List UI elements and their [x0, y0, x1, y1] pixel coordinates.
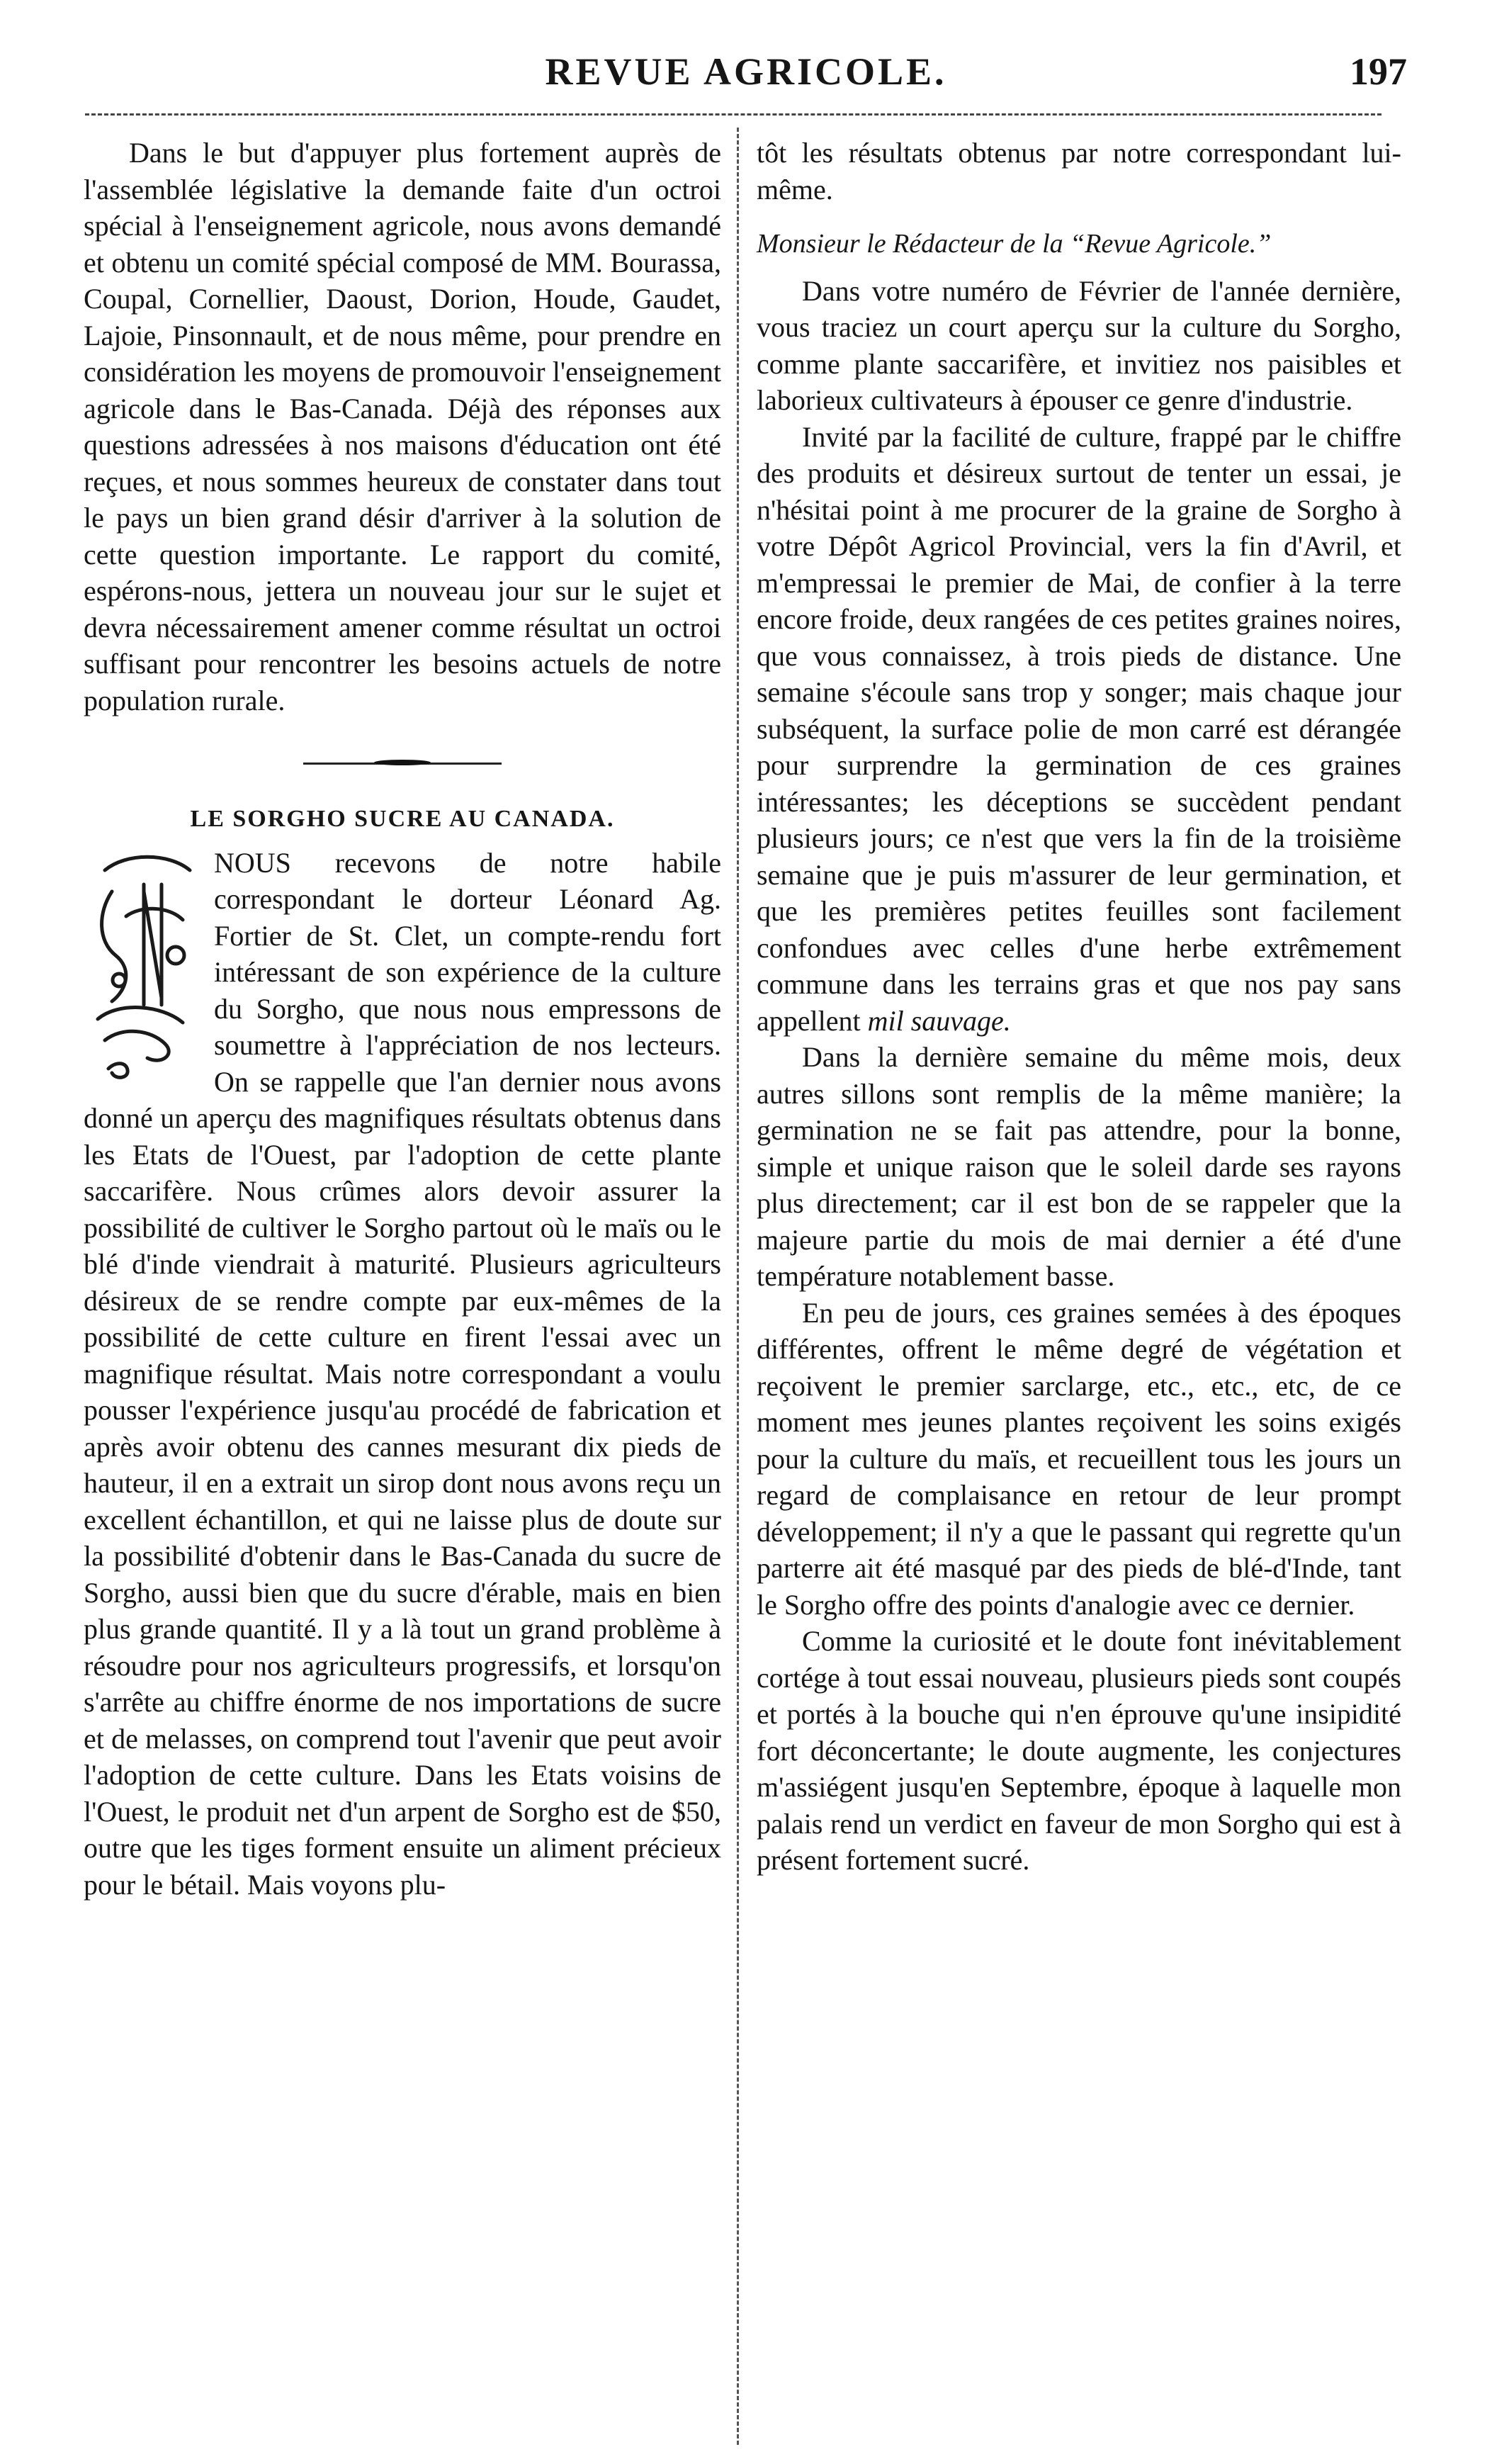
article-body — [84, 845, 721, 1903]
column-divider — [737, 128, 739, 2445]
intro-paragraph: Dans le but d'appuyer plus fortement auprès de l'assemblée législative la demande faite d'un octroi spécial à l'enseignement agricole, nous avons demandé et obtenu un comité spécial composé de MM. Bourassa, Coupal, Cornellier, Daoust, Dorion, Houde, Gaudet, Lajoie, Pinsonnault, et de nous même, pour prendre en considération les moyens de promouvoir l'enseignement agricole dans le Bas-Canada. Déjà des réponses aux questions adressées à nos maisons d'éducation ont été reçues, et nous sommes heureux de constater dans tout le pays un bien grand désir d'arriver à la solution de cette question importante. Le rapport du comité, espérons-nous, jettera un nouveau jour sur le sujet et devra nécessairement amener comme résultat un octroi suffisant pour rencontrer les besoins actuels de notre population rurale. — [84, 137, 721, 716]
header-rule — [85, 113, 1381, 116]
letter-paragraph-3: Dans la dernière semaine du même mois, deux autres sillons sont remplis de la même manière; la germination ne se fait pas attendre, pour la bonne, simple et unique raison que le soleil darde ses rayons plus directement; car il est bon de se rappeler que la majeure partie du mois de mai dernier a été d'une température notablement basse. — [757, 1041, 1401, 1292]
article-paragraph: NOUS recevons de notre habile correspondant le dorteur Léonard Ag. Fortier de St. Clet, un compte-rendu fort intéressant de son expérience de la culture du Sorgho, que nous nous empressons de soumettre à l'appréciation de nos lecteurs. On se rappelle que l'an dernier nous avons donné un aperçu des magnifiques résultats obtenus dans les Etats de l'Ouest, par l'adoption de cette plante saccarifère. Nous crûmes alors devoir assurer la possibilité de cultiver le Sorgho partout où le maïs ou le blé d'inde viendrait à maturité. Plusieurs agriculteurs désireux de se rendre compte par eux-mêmes de la possibilité de cette culture en firent l'essai avec un magnifique résultat. Mais notre correspondant a voulu pousser l'expérience jusqu'au procédé de fabrication et après avoir obtenu des cannes mesurant dix pieds de hauteur, il en a extrait un sirop dont nous avons reçu un excellent échantillon, et qui ne laisse plus de doute sur la possibilité d'obtenir dans le Bas-Canada du sucre de Sorgho, aussi bien que du sucre d'érable, mais en bien plus grande quantité. Il y a là tout un grand problème à résoudre pour nos agriculteurs progressifs, et lorsqu'on s'arrête au chiffre énorme de nos importations de sucre et de melasses, on comprend tout l'avenir que peut avoir l'adoption de cette culture. Dans les Etats voisins de l'Ouest, le produit net d'un arpent de Sorgho est de $50, outre que les tiges forment ensuite un aliment précieux pour le bétail. Mais voyons plu- — [84, 846, 721, 1901]
running-header-title: REVUE AGRICOLE. — [545, 50, 947, 93]
left-column — [84, 135, 721, 1903]
ornamental-initial-n-icon — [84, 849, 204, 1083]
continuation-paragraph: tôt les résultats obtenus par notre correspondant lui-même. — [757, 137, 1401, 206]
section-separator — [303, 760, 502, 767]
letter-paragraph-1: Dans votre numéro de Février de l'année dernière, vous traciez un court aperçu sur la culture du Sorgho, comme plante saccarifère, et invitiez nos paisibles et laborieux cultivateurs à épouser ce genre d'industrie. — [757, 274, 1401, 416]
article-title: LE SORGHO SUCRE AU CANADA. — [190, 806, 615, 832]
page-number: 197 — [1350, 50, 1407, 93]
letter-paragraph-2-italic: mil sauvage. — [867, 1004, 1011, 1037]
letter-paragraph-4: En peu de jours, ces graines semées à des époques différentes, offrent le même degré de végétation et reçoivent le premier sarclarge, etc., etc., etc, de ce moment mes jeunes plantes reçoivent les soins exigés pour la culture du maïs, et recueillent tous les jours un regard de complaisance en retour de leur prompt développement; il n'y a que le passant qui regrette qu'un parterre ait été masqué par des pieds de blé-d'Inde, tant le Sorgho offre des points d'analogie avec ce dernier. — [757, 1296, 1401, 1621]
letter-paragraph-5: Comme la curiosité et le doute font inévitablement cortége à tout essai nouveau, plusieurs pieds sont coupés et portés à la bouche qui n'en éprouve qu'une insipidité fort déconcertante; le doute augmente, les conjectures m'assiégent jusqu'en Septembre, époque à laquelle mon palais rend un verdict en faveur de mon Sorgho qui est à présent fortement sucré. — [757, 1625, 1401, 1876]
letter-paragraph-2 — [757, 419, 1401, 1040]
right-column — [757, 135, 1401, 1879]
separator-ornament — [374, 760, 431, 765]
letter-paragraph-2-text: Invité par la facilité de culture, frappé par le chiffre des produits et désireux surtout de tenter un essai, je n'hésitai point à me procurer de la graine de Sorgho à votre Dépôt Agricol Provincial, vers la fin d'Avril, et m'empressai le premier de Mai, de confier à la terre encore froide, deux rangées de ces petites graines noires, que vous connaissez, à trois pieds de distance. Une semaine s'écoule sans trop y songer; mais chaque jour subséquent, la surface polie de mon carré est dérangée pour surprendre la germination de ces graines intéressantes; les déceptions se succèdent pendant plusieurs jours; ce n'est que vers la fin de la troisième semaine que je puis m'assurer de leur germination, et que les premières petites feuilles sont facilement confondues avec celles d'une herbe extrêmement commune dans les terrains gras et que nos pay sans appellent — [757, 420, 1401, 1037]
letter-salutation: Monsieur le Rédacteur de la “Revue Agricole.” — [757, 229, 1272, 259]
